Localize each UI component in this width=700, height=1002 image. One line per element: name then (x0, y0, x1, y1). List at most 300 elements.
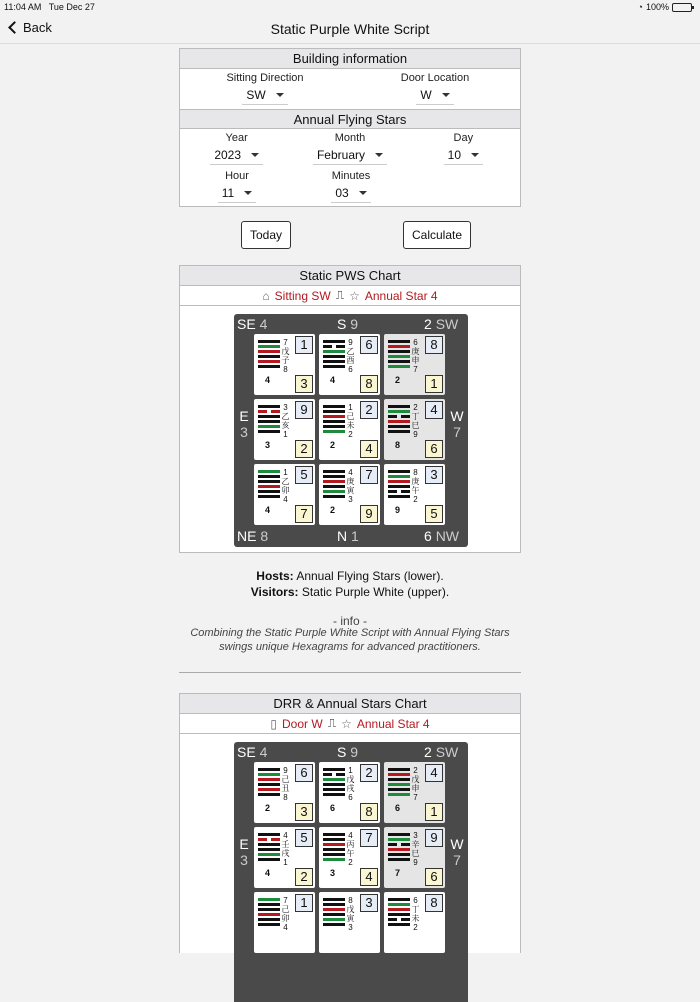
visitor-star: 7 (360, 466, 378, 484)
visitor-star: 9 (295, 401, 313, 419)
minutes-field (294, 170, 408, 203)
visitor-star: 4 (425, 401, 443, 419)
hexagram-line (323, 420, 345, 423)
hexagram-line (323, 430, 345, 433)
chevron-down-icon (359, 191, 367, 195)
visitor-star: 3 (425, 466, 443, 484)
day-select[interactable] (444, 147, 483, 165)
hexagram-line (258, 773, 280, 776)
lower-number: 2 (395, 375, 401, 385)
corner-s (337, 316, 358, 332)
corner-se-number: 4 (259, 316, 268, 332)
corner-sw-label: 2 (424, 744, 432, 760)
swap-icon: ⎍ (335, 288, 345, 302)
lower-number: 4 (265, 505, 271, 515)
hexagram-line (258, 783, 280, 786)
host-star: 9 (360, 505, 378, 523)
minutes-value: 03 (335, 186, 349, 200)
hexagram-line (258, 425, 280, 428)
hexagram (388, 768, 410, 798)
hexagram-line (323, 918, 345, 921)
hexagram-line (388, 360, 410, 363)
side-e (235, 836, 253, 868)
lower-number: 9 (395, 505, 401, 515)
side-e (235, 408, 253, 440)
visitor-star: 5 (295, 829, 313, 847)
hexagram-line (388, 858, 410, 861)
corner-s-label: S (337, 744, 347, 760)
hexagram-line (323, 788, 345, 791)
palace-cell (319, 399, 380, 460)
hexagram-line (388, 475, 410, 478)
hexagram-line (323, 908, 345, 911)
hexagram-line (323, 350, 345, 353)
side-w-label: W (450, 408, 464, 424)
hexagram-line (388, 783, 410, 786)
hexagram (323, 898, 345, 928)
host-star: 6 (425, 440, 443, 458)
year-select[interactable] (210, 147, 263, 165)
hexagram-line (388, 773, 410, 776)
hexagram (388, 470, 410, 500)
hexagram-line (258, 485, 280, 488)
hexagram-line (388, 833, 410, 836)
hexagram-line (388, 350, 410, 353)
stem-branch-text: 4壬戌1 (281, 831, 290, 867)
hexagram-line (388, 848, 410, 851)
corner-se-number: 4 (259, 744, 268, 760)
hexagram-line (258, 490, 280, 493)
hexagram (388, 833, 410, 863)
visitor-star: 8 (425, 336, 443, 354)
home-icon: ⌂ (262, 288, 270, 303)
hexagram-line (323, 340, 345, 343)
form-panel (179, 48, 521, 207)
hexagram-line (258, 470, 280, 473)
hexagram-line (323, 485, 345, 488)
palace-cell (384, 827, 445, 888)
palace-cell (254, 827, 315, 888)
stem-branch-text: 8戊寅3 (346, 896, 355, 932)
hexagram-line (258, 340, 280, 343)
hexagram-line (258, 768, 280, 771)
hexagram (258, 405, 280, 435)
palace-cell (384, 334, 445, 395)
battery-percent: 100% (645, 2, 669, 12)
hexagram-line (323, 903, 345, 906)
lower-number: 8 (395, 440, 401, 450)
hexagram (323, 768, 345, 798)
lower-number: 4 (330, 375, 336, 385)
hexagram-line (323, 833, 345, 836)
corner-sw (424, 316, 458, 332)
hexagram-line (323, 848, 345, 851)
hexagram-line (323, 425, 345, 428)
stem-branch-text: 6庚申7 (411, 338, 420, 374)
side-w-number: 7 (453, 424, 461, 440)
corner-n-label: N (337, 528, 348, 544)
hexagram-line (258, 833, 280, 836)
hexagram-line (323, 843, 345, 846)
door-location-value: W (420, 88, 432, 102)
hexagram-line (388, 768, 410, 771)
corner-se (237, 744, 267, 760)
hexagram-line (388, 470, 410, 473)
month-value: February (316, 148, 365, 162)
hexagram-line (323, 923, 345, 926)
minutes-label: Minutes (331, 170, 371, 182)
hexagram-line (258, 360, 280, 363)
stem-branch-text: 2丁巳9 (411, 403, 420, 439)
palace-cell (319, 892, 380, 953)
palace-cell (319, 464, 380, 525)
hexagram-line (323, 490, 345, 493)
corner-nw-number: NW (435, 528, 460, 544)
hexagram-line (258, 778, 280, 781)
info-line-1: Combining the Static Purple White Script with Annual Flying Stars (190, 627, 510, 639)
hexagram-line (258, 495, 280, 498)
hexagram-line (258, 405, 280, 408)
palace-cell (254, 399, 315, 460)
palace-cell (384, 464, 445, 525)
hexagram-line (388, 778, 410, 781)
drr-chart-title: DRR & Annual Stars Chart (180, 694, 520, 714)
pws-chart-subtitle (180, 286, 520, 306)
hexagram-line (323, 470, 345, 473)
hexagram-line (388, 355, 410, 358)
hexagram (323, 405, 345, 435)
hexagram-line (258, 430, 280, 433)
hexagram-line (323, 495, 345, 498)
hexagram-line (388, 480, 410, 483)
hexagram-line (258, 918, 280, 921)
host-star: 2 (295, 440, 313, 458)
stem-branch-text: 2戊申7 (411, 766, 420, 802)
hexagram-line (258, 345, 280, 348)
palace-cell (384, 892, 445, 953)
host-star: 1 (425, 803, 443, 821)
year-label: Year (225, 132, 248, 144)
sitting-direction-value: SW (246, 88, 266, 102)
hexagram-line (388, 405, 410, 408)
stem-branch-text: 6丁未2 (411, 896, 420, 932)
hexagram-line (258, 415, 280, 418)
hexagram-line (258, 365, 280, 368)
corner-nw (424, 528, 459, 544)
building-section-title: Building information (180, 49, 520, 69)
hour-select[interactable] (218, 185, 256, 203)
hexagram (258, 898, 280, 928)
visitor-star: 9 (425, 829, 443, 847)
hexagram-line (388, 838, 410, 841)
hour-field (180, 170, 294, 203)
stem-branch-text: 9己丑8 (281, 766, 290, 802)
hexagram (258, 470, 280, 500)
hexagram-line (258, 355, 280, 358)
drr-grid (234, 742, 468, 1002)
hexagram-line (258, 788, 280, 791)
hexagram-line (323, 793, 345, 796)
page-title: Static Purple White Script (270, 21, 430, 37)
side-w-label: W (450, 836, 464, 852)
status-time: 11:04 AM (4, 2, 42, 12)
lower-number: 3 (265, 440, 271, 450)
door-indicator: Door W (282, 716, 323, 731)
hexagram (258, 833, 280, 863)
hexagram-line (258, 913, 280, 916)
palace-cell (254, 892, 315, 953)
hexagram-line (323, 415, 345, 418)
palace-cell (384, 762, 445, 823)
hexagram-line (388, 853, 410, 856)
hexagram-line (388, 485, 410, 488)
stem-branch-text: 7己卯4 (281, 896, 290, 932)
annual-section-title: Annual Flying Stars (180, 109, 520, 129)
status-bar (0, 0, 700, 14)
hexagram-line (388, 495, 410, 498)
hexagram-line (388, 365, 410, 368)
back-label: Back (23, 20, 52, 35)
hexagram-line (388, 490, 410, 493)
hexagram (258, 340, 280, 370)
wifi-icon: ◔ (637, 2, 643, 12)
info-line-2: swings unique Hexagrams for advanced practitioners. (219, 641, 481, 653)
hexagram-line (388, 788, 410, 791)
side-w (448, 836, 466, 868)
pws-grid (234, 314, 468, 547)
host-star: 3 (295, 803, 313, 821)
hexagram-line (388, 913, 410, 916)
stem-branch-text: 8庚午2 (411, 468, 420, 504)
hexagram (388, 405, 410, 435)
hexagram (388, 340, 410, 370)
swap-icon: ⎍ (327, 716, 337, 730)
hexagram-line (258, 480, 280, 483)
corner-n-number: 1 (351, 528, 359, 544)
corner-sw (424, 744, 458, 760)
host-star: 4 (360, 868, 378, 886)
hexagram-line (258, 350, 280, 353)
hexagram-line (258, 848, 280, 851)
visitor-star: 1 (295, 894, 313, 912)
corner-s-label: S (337, 316, 347, 332)
host-star: 5 (425, 505, 443, 523)
corner-sw-label: 2 (424, 316, 432, 332)
hexagram-line (388, 918, 410, 921)
pws-chart-title: Static PWS Chart (180, 266, 520, 286)
annual-star-indicator: Annual Star 4 (356, 716, 430, 731)
visitors-text: Static Purple White (upper). (301, 585, 450, 599)
hexagram-line (388, 903, 410, 906)
corner-se (237, 316, 267, 332)
chevron-down-icon (471, 153, 479, 157)
host-star: 8 (360, 803, 378, 821)
star-icon: ☆ (341, 716, 352, 731)
hexagram-line (388, 923, 410, 926)
chevron-down-icon (442, 93, 450, 97)
hexagram-line (388, 340, 410, 343)
stem-branch-text: 1戊戌6 (346, 766, 355, 802)
minutes-select[interactable] (331, 185, 370, 203)
corner-s-number: 9 (350, 316, 359, 332)
sitting-direction-label: Sitting Direction (226, 72, 304, 84)
lower-number: 2 (330, 505, 336, 515)
hexagram-line (388, 843, 410, 846)
hexagram-line (258, 475, 280, 478)
corner-sw-number: SW (435, 316, 459, 332)
navigation-bar (0, 14, 700, 44)
hexagram-line (388, 410, 410, 413)
corner-s-number: 9 (350, 744, 359, 760)
hexagram-line (323, 838, 345, 841)
corner-sw-number: SW (435, 744, 459, 760)
side-e-label: E (239, 408, 249, 424)
hexagram-line (323, 345, 345, 348)
hexagram-line (323, 360, 345, 363)
host-star: 7 (295, 505, 313, 523)
stem-branch-text: 3辛巳9 (411, 831, 420, 867)
door-location-field (350, 72, 520, 105)
corner-nw-label: 6 (424, 528, 432, 544)
hexagram-line (258, 853, 280, 856)
hexagram-line (388, 430, 410, 433)
hexagram (323, 470, 345, 500)
year-value: 2023 (214, 148, 242, 162)
day-field (407, 132, 520, 165)
hexagram-line (388, 425, 410, 428)
hexagram-line (258, 410, 280, 413)
hexagram-line (323, 853, 345, 856)
lower-number: 4 (265, 375, 271, 385)
host-star: 3 (295, 375, 313, 393)
stem-branch-text: 3乙亥1 (281, 403, 290, 439)
corner-se-label: SE (237, 744, 256, 760)
hexagram-line (258, 843, 280, 846)
palace-cell (319, 827, 380, 888)
hexagram (323, 340, 345, 370)
hexagram-line (258, 858, 280, 861)
hexagram-line (323, 355, 345, 358)
hour-value: 11 (221, 186, 235, 200)
lower-number: 2 (330, 440, 336, 450)
stem-branch-text: 7戊子8 (281, 338, 290, 374)
side-w (448, 408, 466, 440)
status-date: Tue Dec 27 (48, 2, 95, 12)
month-label: Month (334, 132, 366, 144)
door-location-select[interactable] (416, 87, 453, 105)
chevron-down-icon (276, 93, 284, 97)
door-icon: ▯ (270, 716, 278, 731)
hosts-note (0, 569, 700, 583)
hosts-label: Hosts: (256, 569, 294, 583)
calculate-button[interactable]: Calculate (403, 221, 471, 249)
visitor-star: 6 (295, 764, 313, 782)
palace-cell (319, 762, 380, 823)
hexagram-line (323, 773, 345, 776)
hexagram-line (323, 405, 345, 408)
lower-number: 3 (330, 868, 336, 878)
today-button[interactable]: Today (241, 221, 291, 249)
day-value: 10 (447, 148, 461, 162)
lower-number: 4 (265, 868, 271, 878)
stem-branch-text: 9乙酉6 (346, 338, 355, 374)
month-select[interactable] (313, 147, 387, 165)
hexagram-line (258, 793, 280, 796)
chevron-down-icon (375, 153, 383, 157)
corner-se-label: SE (237, 316, 256, 332)
sitting-indicator: Sitting SW (274, 288, 331, 303)
hexagram-line (323, 475, 345, 478)
hexagram-line (388, 793, 410, 796)
month-field (293, 132, 406, 165)
drr-chart-panel (179, 693, 521, 953)
visitor-star: 6 (360, 336, 378, 354)
hexagram-line (258, 420, 280, 423)
host-star: 2 (295, 868, 313, 886)
host-star: 8 (360, 375, 378, 393)
visitor-star: 2 (360, 764, 378, 782)
section-divider (179, 672, 521, 673)
battery-icon (672, 3, 692, 12)
side-w-number: 7 (453, 852, 461, 868)
chevron-down-icon (244, 191, 252, 195)
host-star: 1 (425, 375, 443, 393)
side-e-number: 3 (240, 852, 248, 868)
corner-s (337, 744, 358, 760)
visitor-star: 1 (295, 336, 313, 354)
pws-chart-panel (179, 265, 521, 553)
visitor-star: 8 (425, 894, 443, 912)
palace-cell (254, 464, 315, 525)
star-icon: ☆ (349, 288, 360, 303)
hexagram-line (258, 898, 280, 901)
hexagram-line (388, 420, 410, 423)
hour-label: Hour (225, 170, 249, 182)
annual-star-indicator: Annual Star 4 (364, 288, 438, 303)
hexagram-line (323, 410, 345, 413)
stem-branch-text: 1乙卯4 (281, 468, 290, 504)
hexagram-line (258, 908, 280, 911)
visitor-star: 2 (360, 401, 378, 419)
lower-number: 6 (395, 803, 401, 813)
hexagram-line (258, 838, 280, 841)
visitor-star: 5 (295, 466, 313, 484)
hexagram-line (323, 768, 345, 771)
stem-branch-text: 4庚寅3 (346, 468, 355, 504)
year-field (180, 132, 293, 165)
hexagram-line (323, 858, 345, 861)
sitting-direction-field (180, 72, 350, 105)
hexagram-line (388, 908, 410, 911)
lower-number: 2 (265, 803, 271, 813)
corner-ne-label: NE (237, 528, 257, 544)
hexagram-line (323, 365, 345, 368)
lower-number: 7 (395, 868, 401, 878)
day-label: Day (453, 132, 474, 144)
lower-number: 6 (330, 803, 336, 813)
drr-chart-subtitle (180, 714, 520, 734)
palace-cell (254, 762, 315, 823)
chevron-down-icon (251, 153, 259, 157)
info-title: - info - (332, 614, 367, 628)
hexagram (388, 898, 410, 928)
hexagram-line (258, 923, 280, 926)
sitting-direction-select[interactable] (242, 87, 287, 105)
side-e-label: E (239, 836, 249, 852)
hexagram-line (323, 898, 345, 901)
palace-cell (384, 399, 445, 460)
side-e-number: 3 (240, 424, 248, 440)
